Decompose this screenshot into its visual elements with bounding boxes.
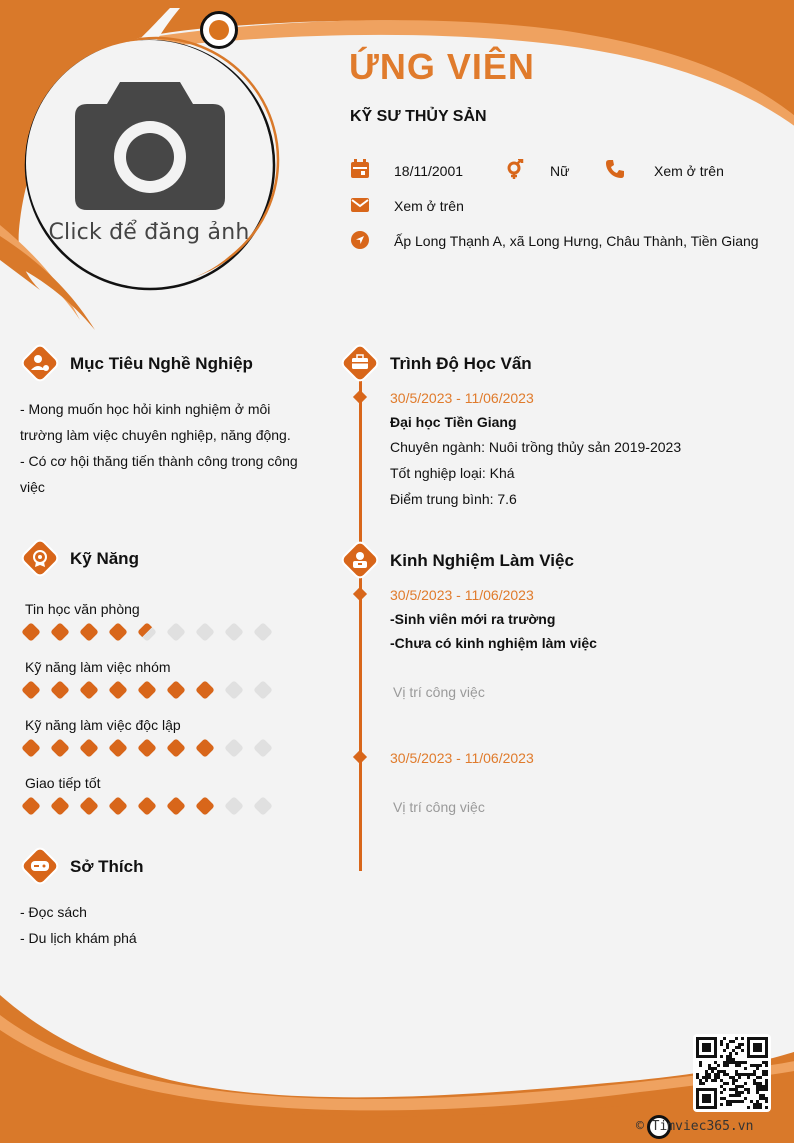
page-edge — [794, 0, 800, 1143]
skill-dot — [195, 738, 215, 758]
objective-title: Mục Tiêu Nghề Nghiệp — [70, 354, 253, 373]
skill-dot — [79, 680, 99, 700]
skill-name: Giao tiếp tốt — [25, 775, 101, 791]
objective-line: - Mong muốn học hỏi kinh nghiệm ở môi — [20, 401, 271, 417]
skill-dot — [108, 738, 128, 758]
phone-value: Xem ở trên — [654, 163, 724, 179]
skill-dot — [195, 796, 215, 816]
education-school: Đại học Tiền Giang — [390, 414, 517, 430]
skill-dot — [137, 680, 157, 700]
skill-dot — [224, 622, 244, 642]
skill-dot — [21, 622, 41, 642]
objective-line: - Có cơ hội thăng tiến thành công trong công — [20, 453, 298, 469]
skill-rating — [21, 796, 281, 816]
objective-text — [20, 396, 298, 500]
phone-icon — [605, 159, 625, 179]
skills-icon — [21, 539, 59, 577]
skill-dot — [195, 680, 215, 700]
skill-name: Kỹ năng làm việc độc lập — [25, 717, 181, 733]
skill-dot — [253, 796, 273, 816]
avatar-upload-label: Click để đăng ảnh — [48, 220, 250, 245]
skill-dot — [137, 622, 157, 642]
gender-value: Nữ — [550, 163, 570, 179]
hobby-item: - Đọc sách — [20, 904, 87, 920]
objective-line: việc — [20, 479, 45, 495]
education-major: Chuyên ngành: Nuôi trồng thủy sản 2019-2023 — [390, 439, 682, 455]
address-value: Ấp Long Thạnh A, xã Long Hưng, Châu Thành, Tiền Giang — [394, 233, 759, 249]
footer-site: © Timviec365.vn — [636, 1119, 754, 1134]
education-grade: Tốt nghiệp loại: Khá — [390, 465, 515, 481]
gender-icon — [505, 159, 525, 179]
skill-dot — [79, 796, 99, 816]
email-icon — [350, 195, 370, 215]
education-date: 30/5/2023 - 11/06/2023 — [390, 390, 534, 406]
avatar-upload[interactable] — [26, 40, 272, 286]
skill-rating — [21, 622, 281, 642]
skill-dot — [108, 796, 128, 816]
skill-dot — [224, 796, 244, 816]
skill-dot — [50, 738, 70, 758]
hobbies-icon — [21, 847, 59, 885]
skill-rating — [21, 680, 281, 700]
location-icon — [350, 230, 370, 250]
skill-dot — [166, 738, 186, 758]
skill-dot — [21, 796, 41, 816]
skill-name: Tin học văn phòng — [25, 601, 140, 617]
camera-icon — [75, 80, 225, 210]
skill-dot — [50, 796, 70, 816]
skill-dot — [253, 622, 273, 642]
experience-position[interactable]: Vị trí công việc — [393, 799, 485, 815]
experience-line: -Chưa có kinh nghiệm làm việc — [390, 635, 597, 651]
skill-dot — [79, 622, 99, 642]
birthday-value: 18/11/2001 — [394, 163, 464, 179]
experience-line: -Sinh viên mới ra trường — [390, 611, 556, 627]
skill-dot — [21, 738, 41, 758]
skill-dot — [166, 622, 186, 642]
education-icon — [341, 344, 379, 382]
skill-dot — [108, 622, 128, 642]
education-gpa: Điểm trung bình: 7.6 — [390, 491, 517, 507]
experience-position[interactable]: Vị trí công việc — [393, 684, 485, 700]
skill-dot — [253, 738, 273, 758]
objective-icon — [21, 344, 59, 382]
skill-dot — [224, 680, 244, 700]
job-title: KỸ SƯ THỦY SẢN — [350, 108, 487, 125]
timeline-line — [359, 375, 362, 871]
skill-dot — [166, 796, 186, 816]
skill-dot — [195, 622, 215, 642]
candidate-name: ỨNG VIÊN — [349, 46, 535, 87]
skill-dot — [224, 738, 244, 758]
skill-rating — [21, 738, 281, 758]
skill-dot — [50, 622, 70, 642]
experience-date: 30/5/2023 - 11/06/2023 — [390, 750, 534, 766]
pin-icon — [200, 11, 238, 49]
experience-icon — [341, 541, 379, 579]
email-value: Xem ở trên — [394, 198, 464, 214]
skill-dot — [137, 738, 157, 758]
skill-dot — [253, 680, 273, 700]
skills-title: Kỹ Năng — [70, 549, 139, 568]
experience-date: 30/5/2023 - 11/06/2023 — [390, 587, 534, 603]
skill-dot — [108, 680, 128, 700]
skill-dot — [137, 796, 157, 816]
skill-name: Kỹ năng làm việc nhóm — [25, 659, 171, 675]
hobby-item: - Du lịch khám phá — [20, 930, 137, 946]
qr-code — [693, 1034, 771, 1112]
skill-dot — [79, 738, 99, 758]
hobbies-title: Sở Thích — [70, 857, 144, 876]
experience-title: Kinh Nghiệm Làm Việc — [390, 551, 574, 570]
skill-dot — [50, 680, 70, 700]
skill-dot — [166, 680, 186, 700]
objective-line: trường làm việc chuyên nghiệp, năng động. — [20, 427, 291, 443]
qr-code-image — [696, 1037, 768, 1109]
calendar-icon — [350, 159, 370, 179]
education-title: Trình Độ Học Vấn — [390, 354, 532, 373]
skill-dot — [21, 680, 41, 700]
